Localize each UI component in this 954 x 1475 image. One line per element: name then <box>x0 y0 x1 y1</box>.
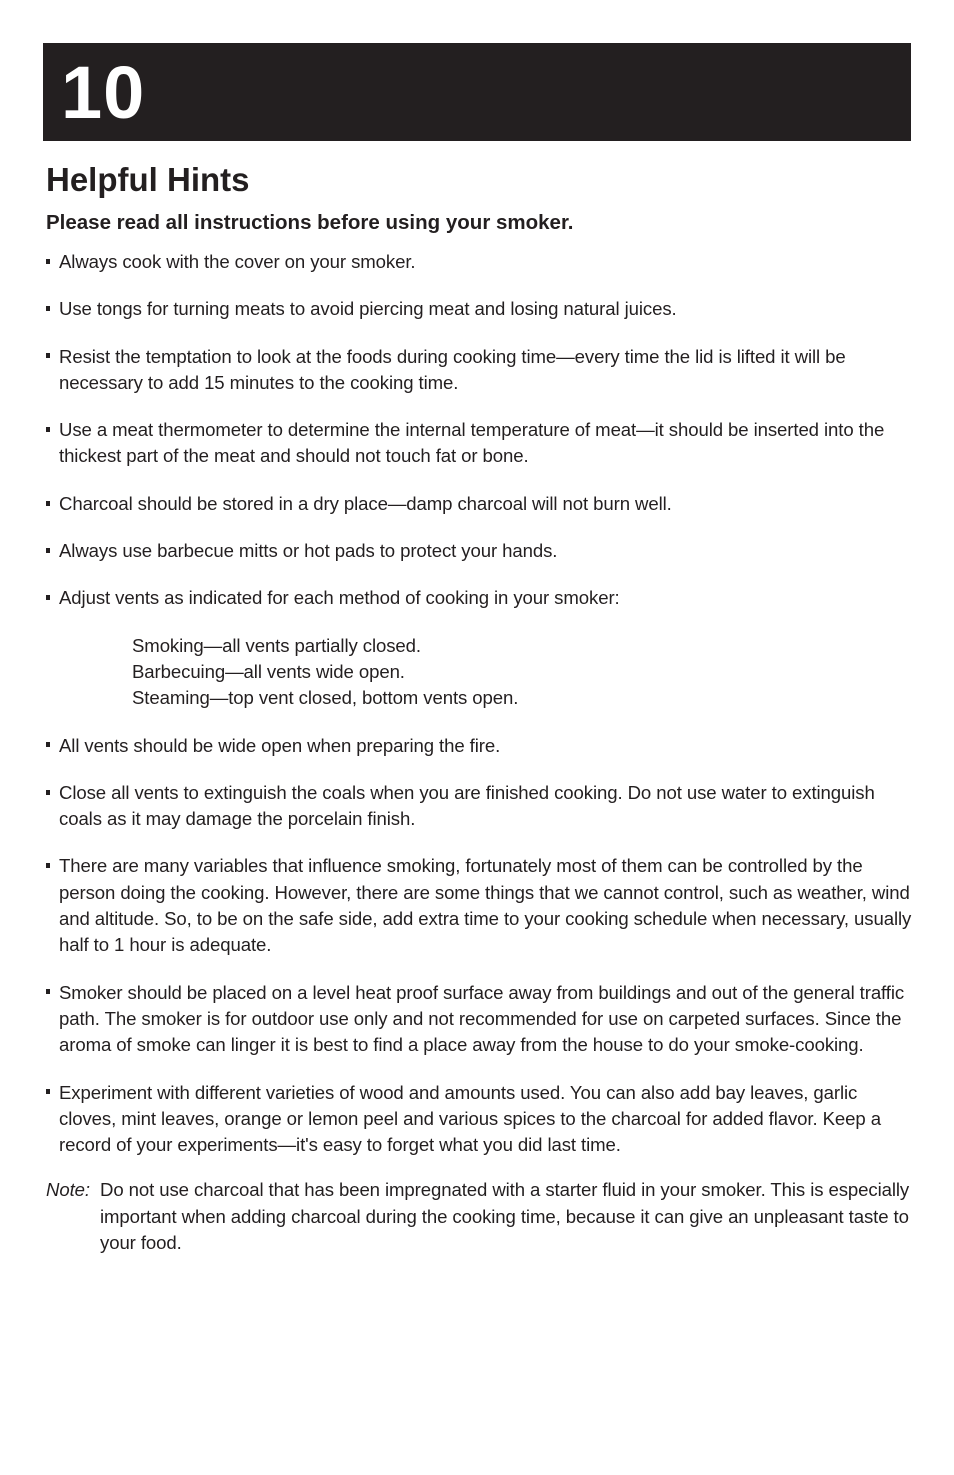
hints-list <box>46 249 912 612</box>
page-subtitle: Please read all instructions before using your smoker. <box>46 211 574 234</box>
bullet-icon <box>46 491 50 517</box>
hint-text: There are many variables that influence smoking, fortunately most of them can be controlled by the person doing the cooking. However, there are some things that we cannot control, such as weather, wind and altitude. So, to be on the safe side, add extra time to your cooking schedule when necessary, usually half to 1 hour is adequate. <box>59 855 912 956</box>
hint-item <box>46 344 912 397</box>
hint-item <box>46 780 912 833</box>
hint-item <box>46 980 912 1059</box>
hint-item <box>46 491 912 517</box>
bullet-icon <box>46 1080 50 1106</box>
hint-text: Adjust vents as indicated for each method of cooking in your smoker: <box>59 587 620 609</box>
hint-text: Smoker should be placed on a level heat proof surface away from buildings and out of the general traffic path. The smoker is for outdoor use only and not recommended for use on carpeted surfaces. Since the aroma of smoke can linger it is best to find a place away from the house to do your smoke-cooking. <box>59 981 905 1056</box>
bullet-icon <box>46 980 50 1006</box>
hint-item <box>46 296 912 322</box>
hint-text: All vents should be wide open when preparing the fire. <box>59 734 501 756</box>
hint-item <box>46 1080 912 1159</box>
helpful-hints-section <box>46 158 912 1256</box>
hint-item <box>46 417 912 470</box>
bullet-icon <box>46 853 50 879</box>
note-text: Do not use charcoal that has been impregnated with a starter fluid in your smoker. This is especially important when adding charcoal during the cooking time, because it can give an unpleasant taste to your food. <box>100 1179 910 1254</box>
hints-list-continued <box>46 733 912 1159</box>
page-number-band <box>43 43 911 141</box>
bullet-icon <box>46 733 50 759</box>
hint-item <box>46 538 912 564</box>
page-number: 10 <box>61 51 146 134</box>
bullet-icon <box>46 780 50 806</box>
hint-text: Use tongs for turning meats to avoid piercing meat and losing natural juices. <box>59 298 677 320</box>
hint-text: Charcoal should be stored in a dry place—damp charcoal will not burn well. <box>59 492 672 514</box>
page-title: Helpful Hints <box>46 161 250 198</box>
hint-text: Experiment with different varieties of wood and amounts used. You can also add bay leaves, garlic cloves, mint leaves, orange or lemon peel and various spices to the charcoal for added flavor. Keep a record of your experiments—it's easy to forget what you did last time. <box>59 1081 881 1156</box>
bullet-icon <box>46 296 50 322</box>
note-label: Note: <box>46 1179 90 1201</box>
hint-item <box>46 585 912 611</box>
hint-text: Always cook with the cover on your smoker. <box>59 251 416 272</box>
vent-setting-smoking: Smoking—all vents partially closed. <box>132 634 421 656</box>
vent-settings-list <box>132 612 912 712</box>
bullet-icon <box>46 344 50 370</box>
bullet-icon <box>46 538 50 564</box>
hint-text: Always use barbecue mitts or hot pads to protect your hands. <box>59 540 558 562</box>
hint-item <box>46 853 912 958</box>
vent-setting-steaming: Steaming—top vent closed, bottom vents open. <box>132 687 519 709</box>
hint-text: Resist the temptation to look at the foods during cooking time—every time the lid is lifted it will be necessary to add 15 minutes to the cooking time. <box>59 345 846 393</box>
hint-text: Close all vents to extinguish the coals when you are finished cooking. Do not use water to extinguish coals as it may damage the porcelain finish. <box>59 781 875 830</box>
hint-item <box>46 249 912 275</box>
bullet-icon <box>46 417 50 443</box>
note <box>46 1177 912 1256</box>
hint-text: Use a meat thermometer to determine the internal temperature of meat—it should be inserted into the thickest part of the meat and should not touch fat or bone. <box>59 419 885 467</box>
bullet-icon <box>46 249 50 275</box>
vent-setting-barbecuing: Barbecuing—all vents wide open. <box>132 660 405 682</box>
bullet-icon <box>46 585 50 611</box>
hint-item <box>46 733 912 759</box>
